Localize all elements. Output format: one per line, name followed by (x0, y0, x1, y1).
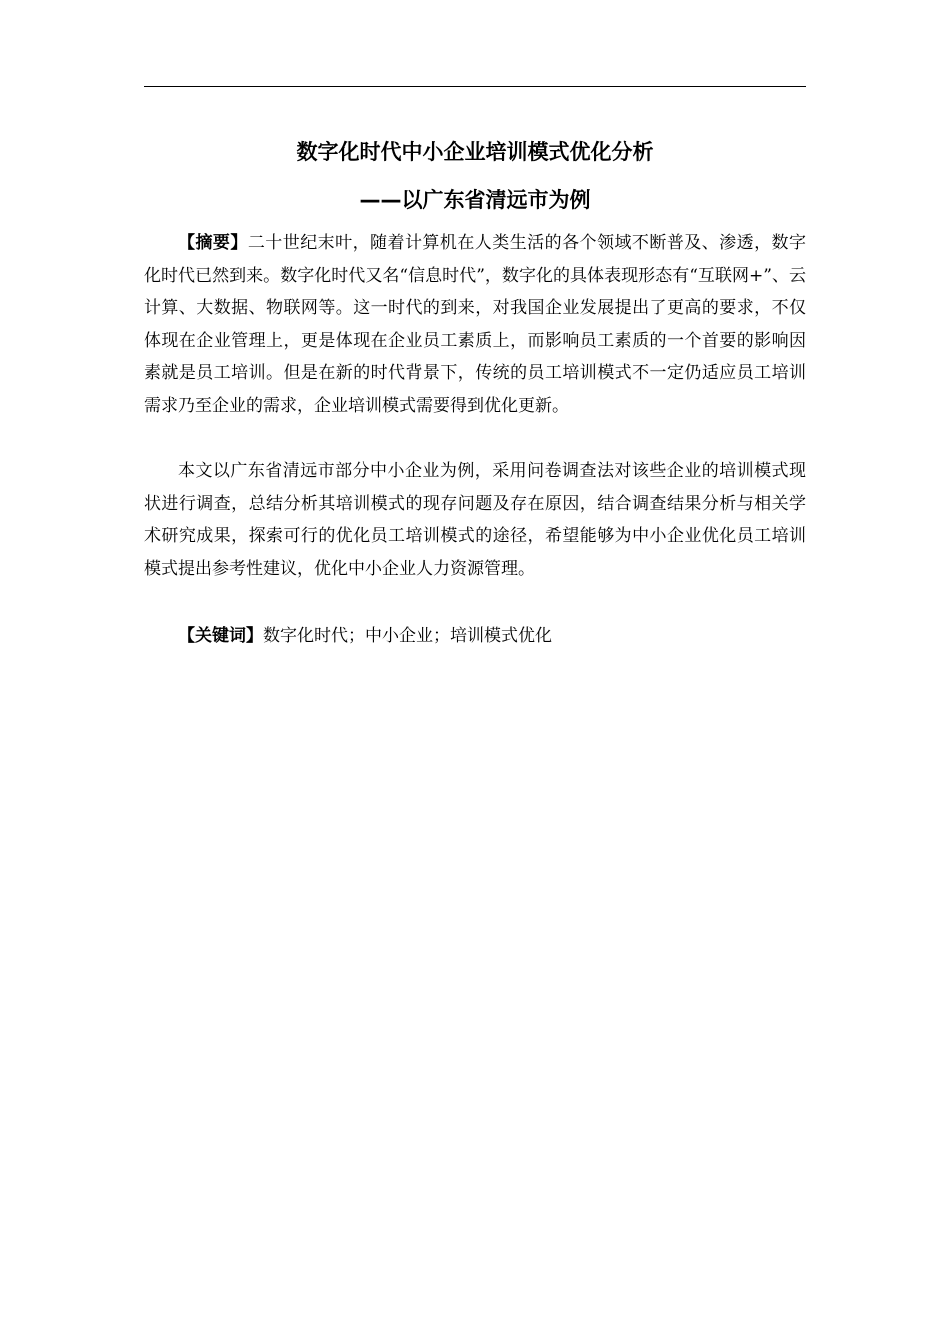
abstract-paragraph (144, 227, 806, 422)
keywords-label: 【关键词】 (178, 626, 263, 646)
keywords-text: 数字化时代；中小企业；培训模式优化 (263, 626, 552, 646)
abstract-label: 【摘要】 (178, 233, 248, 253)
abstract-text: 二十世纪末叶，随着计算机在人类生活的各个领域不断普及、渗透，数字化时代已然到来。数字化时代又名“信息时代”，数字化的具体表现形态有“互联网+”、云计算、大数据、物联网等。这一时代的到来，对我国企业发展提出了更高的要求，不仅体现在企业管理上，更是体现在企业员工素质上，而影响员工素质的一个首要的影响因素就是员工培训。但是在新的时代背景下，传统的员工培训模式不一定仍适应员工培训需求乃至企业的需求，企业培训模式需要得到优化更新。 (144, 233, 807, 416)
keywords-line (144, 620, 806, 653)
abstract-paragraph-2: 本文以广东省清远市部分中小企业为例，采用问卷调查法对该些企业的培训模式现状进行调查，总结分析其培训模式的现存问题及存在原因，结合调查结果分析与相关学术研究成果，探索可行的优化员工培训模式的途径，希望能够为中小企业优化员工培训模式提出参考性建议，优化中小企业人力资源管理。 (144, 461, 806, 579)
page-subtitle: ——以广东省清远市为例 (359, 188, 591, 212)
page-title: 数字化时代中小企业培训模式优化分析 (296, 140, 654, 164)
header-rule (144, 86, 806, 87)
